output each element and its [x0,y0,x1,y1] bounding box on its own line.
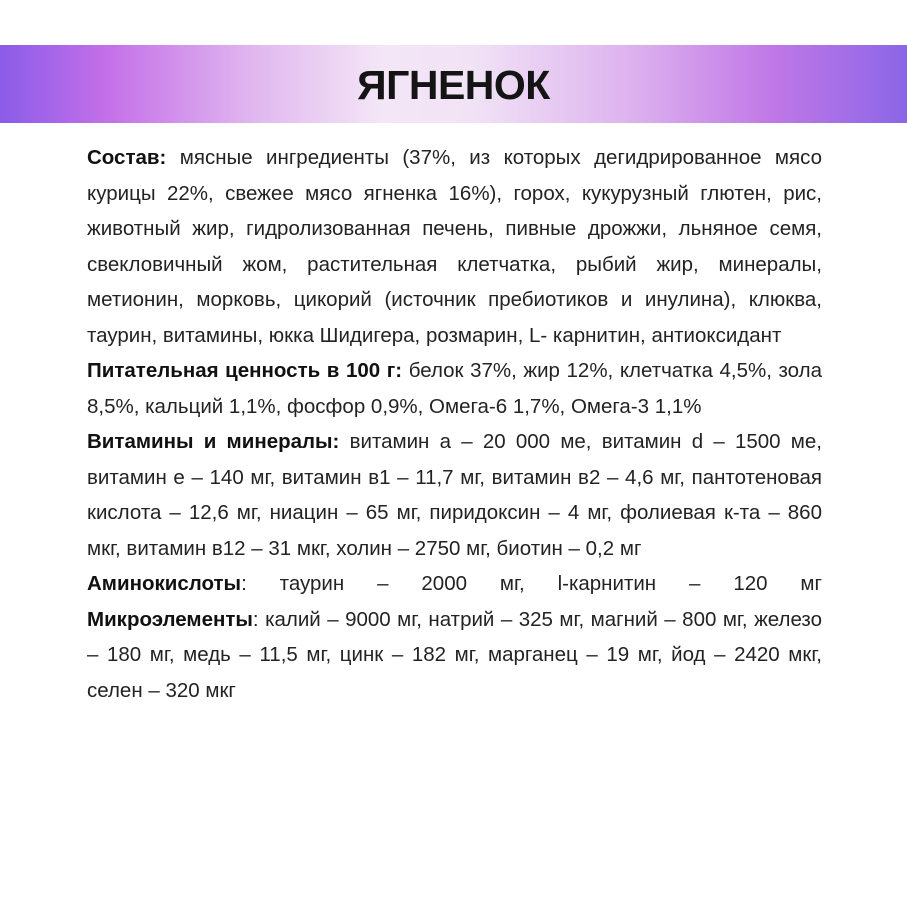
nutrition-paragraph [87,353,822,424]
amino-acids-paragraph [87,566,822,602]
vitamins-text: витамин а – 20 000 ме, витамин d – 1500 ме, витамин е – 140 мг, витамин в1 – 11,7 мг, витамин в2 – 4,6 мг, пантотеновая кислота – 12,6 мг, ниацин – 65 мг, пиридоксин – 4 мг, фолиевая к-та – 860 мкг, витамин в12 – 31 мкг, холин – 2750 мг, биотин – 0,2 мг [87,430,822,560]
nutrition-label: Питательная ценность в 100 г: [87,359,403,382]
product-description [87,140,822,708]
composition-label: Состав: [87,146,167,169]
trace-elements-text: : калий – 9000 мг, натрий – 325 мг, магний – 800 мг, железо – 180 мг, медь – 11,5 мг, цинк – 182 мг, марганец – 19 мг, йод – 2420 мкг, селен – 320 мкг [87,607,822,702]
title-banner [0,45,907,123]
vitamins-label: Витамины и минералы: [87,430,340,453]
nutrition-text: белок 37%, жир 12%, клетчатка 4,5%, зола 8,5%, кальций 1,1%, фосфор 0,9%, Омега-6 1,7%, Омега-3 1,1% [87,359,822,418]
trace-elements-paragraph [87,602,822,709]
composition-text: мясные ингредиенты (37%, из которых дегидрированное мясо курицы 22%, свежее мясо ягненка 16%), горох, кукурузный глютен, рис, животный жир, гидролизованная печень, пивные дрожжи, льняное семя, свекловичный жом, растительная клетчатка, рыбий жир, минералы, метионин, морковь, цикорий (источник пребиотиков и инулина), клюква, таурин, витамины, юкка Шидигера, розмарин, L- карнитин, антиоксидант [87,146,822,347]
composition-paragraph [87,140,822,353]
amino-acids-text: : таурин – 2000 мг, l-карнитин – 120 мг [241,572,822,595]
vitamins-paragraph [87,424,822,566]
page-title: ЯГНЕНОК [357,61,550,108]
amino-acids-label: Аминокислоты [87,572,242,595]
trace-elements-label: Микроэлементы [87,607,253,631]
